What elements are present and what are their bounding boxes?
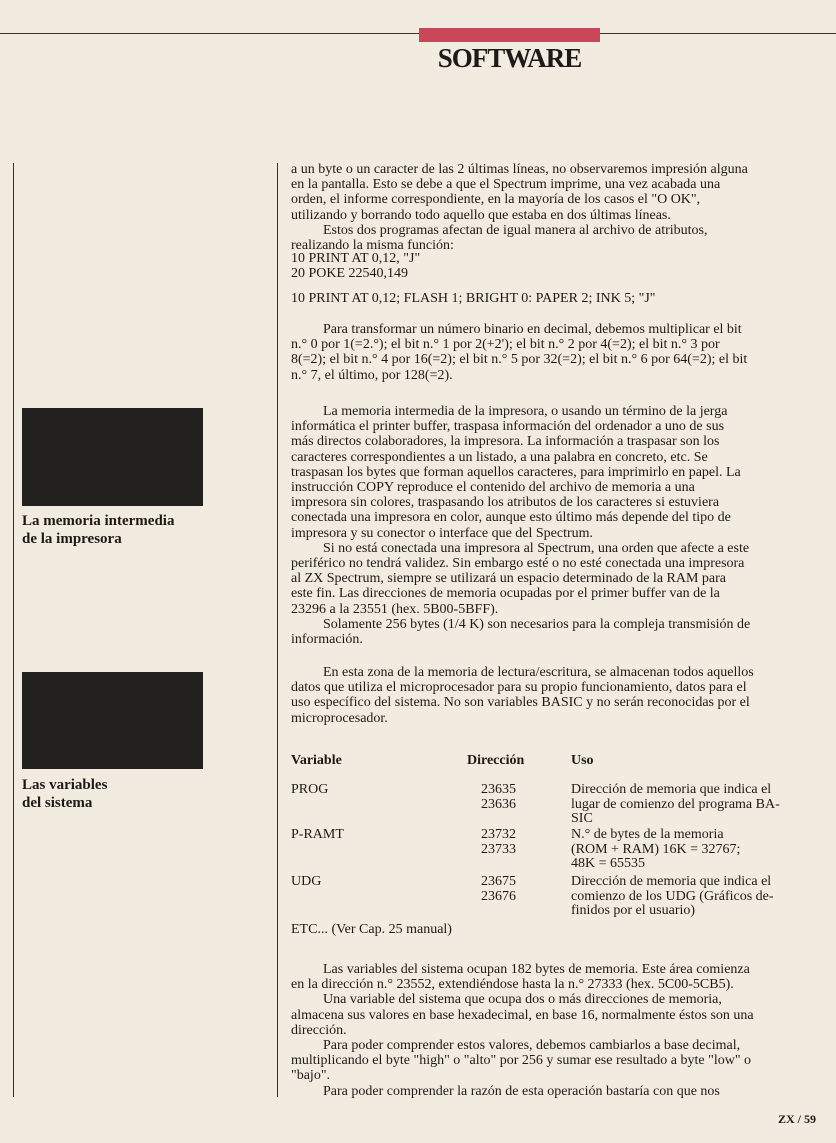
paragraph-binary: Para transformar un número binario en decimal, debemos multiplicar el bit n.° 0 por 1(=2.°); el bit n.° 1 por 2(+2'); el bit n.° 2 por 4(=2); el bit n.° 3 por 8(=2); el bit n.° 4 por 16(=2); el bit n.° 5 por 32(=2); el bit n.° 6 por 64(=2); el bit n.° 7, el último, por 128(=2).	[291, 322, 748, 383]
printer-buffer-caption: La memoria intermedia de la impresora	[22, 513, 175, 547]
section-title: SOFTWARE	[437, 43, 582, 73]
code-listing-2: 10 PRINT AT 0,12; FLASH 1; BRIGHT 0: PAPER 2; INK 5; "J"	[291, 291, 656, 306]
table-header-variable: Variable	[291, 753, 342, 768]
system-variables-caption: Las variables del sistema	[22, 777, 108, 811]
page-number: ZX / 59	[778, 1112, 817, 1126]
table-header-address: Dirección	[467, 753, 525, 768]
code-listing-1: 10 PRINT AT 0,12, "J" 20 POKE 22540,149	[291, 251, 421, 282]
column-divider-rule	[277, 163, 278, 1097]
paragraph-1: a un byte o un caracter de las 2 últimas líneas, no observaremos impresión alguna en la pantalla. Esto se debe a que el Spectrum imprime, una vez acabada una orden, el informe correspondiente, en la mayoría de los casos el "O OK", utilizando y borrando todo aquello que estaba en dos últimas líneas. Estos dos programas afectan de igual manera al archivo de atributos, realizando la misma función:	[291, 162, 748, 254]
printer-buffer-photo	[22, 408, 203, 506]
left-column-rule	[13, 163, 14, 1097]
section-color-bar	[419, 28, 600, 42]
table-etc-note: ETC... (Ver Cap. 25 manual)	[291, 922, 452, 937]
system-variables-photo	[22, 672, 203, 769]
paragraph-system-memory: En esta zona de la memoria de lectura/escritura, se almacenan todos aquellos datos que utiliza el microprocesador para su propio funcionamiento, datos para el uso específico del sistema. No son variables BASIC y no serán reconocidas por el microprocesador.	[291, 665, 754, 726]
table-header-use: Uso	[571, 753, 594, 768]
paragraph-system-variables: Las variables del sistema ocupan 182 bytes de memoria. Este área comienza en la dirección n.° 23552, extendiéndose hasta la n.° 27333 (hex. 5C00-5CB5). Una variable del sistema que ocupa dos o más direcciones de memoria, almacena sus valores en base hexadecimal, en base 16, normalmente éstos son una dirección. Para poder comprender estos valores, debemos cambiarlos a base decimal, multiplicando el byte "high" o "alto" por 256 y sumar ese resultado a byte "low" o "bajo". Para poder comprender la razón de esta operación bastaría con que nos	[291, 962, 754, 1099]
paragraph-printer-buffer: La memoria intermedia de la impresora, o usando un término de la jerga informática el printer buffer, traspasa información del ordenador a uno de sus más directos colaboradores, la impresora. La información a traspasar son los caracteres correspondientes a un listado, a una palabra en concreto, etc. Se traspasan los bytes que forman aquellos caracteres, para imprimirlo en papel. La instrucción COPY reproduce el contenido del archivo de memoria a una impresora sin colores, traspasando los atributos de los caracteres si estuviera conectada una impresora en color, aunque esto último más depende del tipo de impresora y su conector o interface que del Spectrum. Si no está conectada una impresora al Spectrum, una orden que afecte a este periférico no tendrá validez. Sin embargo esté o no esté conectada una impresora al ZX Spectrum, siempre se utilizará un espacio determinado de la RAM para este fin. Las direcciones de memoria ocupadas por el primer buffer van de la 23296 a la 23551 (hex. 5B00-5BFF). Solamente 256 bytes (1/4 K) son necesarios para la compleja transmisión de información.	[291, 404, 751, 648]
top-rule	[0, 33, 836, 34]
